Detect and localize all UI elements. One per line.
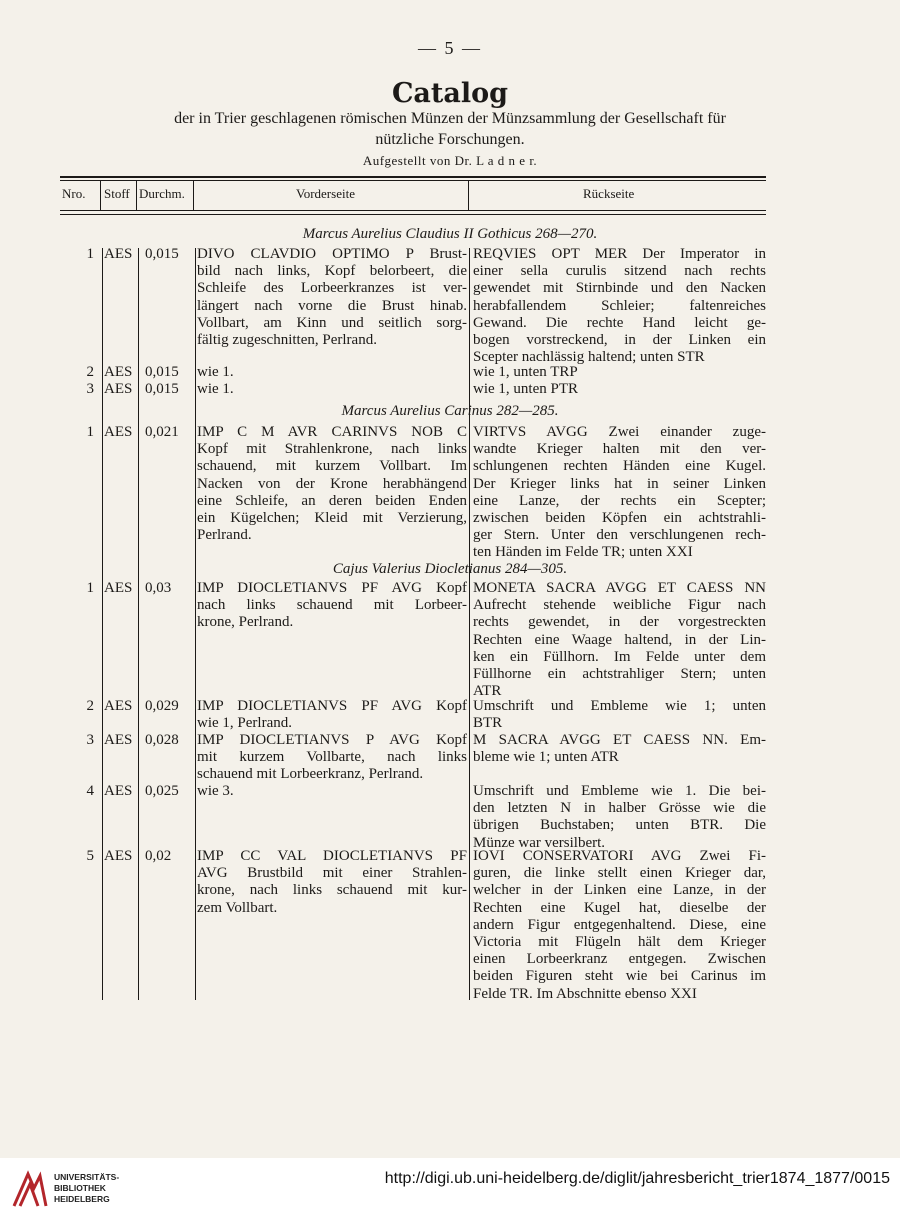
column-header-nro: Nro. <box>62 186 86 201</box>
text-line: wie 1, Perlrand. <box>197 715 292 732</box>
text-line: bleme wie 1; unten ATR <box>473 749 619 766</box>
header-divider <box>193 181 194 210</box>
column-divider-vorderseite <box>469 248 470 1000</box>
entry-material: AES <box>104 580 133 596</box>
entry-number: 3 <box>86 732 94 748</box>
entry-reverse <box>473 381 766 398</box>
text-line: Der Krieger links hat in seiner Linken <box>473 475 766 492</box>
entry-diameter: 0,02 <box>145 848 172 864</box>
text-line: wie 3. <box>197 783 234 799</box>
page-title: Catalog <box>391 78 509 109</box>
text-line: zwischen beiden Köpfen ein achtstrahli- <box>473 510 766 527</box>
text-line: längert nach vorne die Brust hinab. <box>197 297 467 314</box>
text-line: eine Schleife, an deren beiden Enden <box>197 492 467 509</box>
text-line: Nacken von der Krone herabhängend <box>197 475 467 492</box>
entry-material: AES <box>104 381 133 397</box>
entry-obverse <box>197 848 467 917</box>
text-line: einer sella curulis sitzend nach rechts <box>473 263 766 280</box>
entry-diameter: 0,03 <box>145 580 172 596</box>
entry-material: AES <box>104 848 133 864</box>
text-line: M SACRA AVGG ET CAESS NN. Em- <box>473 732 766 748</box>
header-top-rule-thin <box>60 180 766 181</box>
text-line: Rechten eine Waage haltend, in der Lin- <box>473 631 766 648</box>
text-line: Umschrift und Embleme wie 1. Die bei- <box>473 783 766 799</box>
entry-diameter: 0,028 <box>145 732 179 748</box>
text-line: ein Kügelchen; Kleid mit Verzierung, <box>197 510 467 527</box>
text-line: nach links schauend mit Lorbeer- <box>197 597 467 614</box>
entry-material: AES <box>104 364 133 380</box>
text-line: Victoria mit Flügeln hält dem Krieger <box>473 934 766 951</box>
entry-obverse <box>197 580 467 632</box>
entry-reverse <box>473 698 766 732</box>
entry-diameter: 0,025 <box>145 783 179 799</box>
column-header-rueckseite: Rückseite <box>583 186 635 201</box>
entry-number: 2 <box>86 698 94 714</box>
text-line: Münze war versilbert. <box>473 834 606 851</box>
text-line: zem Vollbart. <box>197 899 278 916</box>
entry-reverse <box>473 246 766 366</box>
entry-number: 3 <box>86 381 94 397</box>
text-line: herabfallendem Schleier; faltenreiches <box>473 297 766 314</box>
text-line: rechts gewendet, in der vorgestreckten <box>473 614 766 631</box>
text-line: schauend mit Lorbeerkranz, Perlrand. <box>197 766 424 783</box>
section-heading: Cajus Valerius Diocletianus 284—305. <box>332 561 568 577</box>
section-heading: Marcus Aurelius Claudius II Gothicus 268—270. <box>302 226 598 242</box>
text-line: Gewand. Die rechte Hand leicht ge- <box>473 314 766 331</box>
page-number: — 5 — <box>418 38 482 58</box>
text-line: IOVI CONSERVATORI AVG Zwei Fi- <box>473 848 766 864</box>
text-line: Kopf mit Strahlenkrone, nach links <box>197 441 467 458</box>
text-line: Rechten eine Kugel hat, dieselbe der <box>473 899 766 916</box>
text-line: MONETA SACRA AVGG ET CAESS NN <box>473 580 766 596</box>
entry-obverse <box>197 381 467 398</box>
header-divider <box>468 181 469 210</box>
entry-obverse <box>197 246 467 349</box>
entry-material: AES <box>104 783 133 799</box>
text-line: eine Lanze, der rechts ein Scepter; <box>473 492 766 509</box>
footer-bar <box>0 1158 900 1223</box>
library-name-line: UNIVERSITÄTS- <box>54 1172 120 1182</box>
text-line: Perlrand. <box>197 527 252 544</box>
text-line: wie 1. <box>197 364 234 380</box>
column-header-stoff: Stoff <box>104 186 130 201</box>
entry-material: AES <box>104 698 133 714</box>
entry-material: AES <box>104 424 133 440</box>
entry-number: 1 <box>86 246 94 262</box>
text-line: Aufrecht stehende weibliche Figur nach <box>473 597 766 614</box>
library-name <box>54 1172 119 1205</box>
text-line: schauend, mit kurzem Vollbart. Im <box>197 458 467 475</box>
entry-diameter: 0,029 <box>145 698 179 714</box>
subtitle-line-2: nützliche Forschungen. <box>375 131 525 148</box>
text-line: Füllhorne ein achtstrahliger Stern; unten <box>473 666 766 683</box>
column-divider-stoff <box>138 248 139 1000</box>
text-line: BTR <box>473 715 503 732</box>
entry-obverse <box>197 698 467 732</box>
university-library-logo-icon <box>10 1166 50 1214</box>
text-line: Felde TR. Im Abschnitte ebenso XXI <box>473 985 697 1002</box>
entry-number: 4 <box>86 783 94 799</box>
entry-obverse <box>197 732 467 784</box>
entry-diameter: 0,015 <box>145 246 179 262</box>
text-line: IMP C M AVR CARINVS NOB C <box>197 424 467 440</box>
entry-obverse <box>197 783 467 800</box>
entry-diameter: 0,015 <box>145 381 179 397</box>
entry-reverse <box>473 732 766 766</box>
entry-number: 5 <box>86 848 94 864</box>
text-line: schlungenen rechten Händen eine Kugel. <box>473 458 766 475</box>
text-line: Scepter nachlässig haltend; unten STR <box>473 349 705 366</box>
header-divider <box>136 181 137 210</box>
text-line: ger Stern. Unter den verschlungenen rech- <box>473 527 766 544</box>
entry-diameter: 0,021 <box>145 424 179 440</box>
text-line: krone, Perlrand. <box>197 614 294 631</box>
entry-number: 1 <box>86 424 94 440</box>
entry-number: 2 <box>86 364 94 380</box>
text-line: Schleife des Lorbeerkranzes ist ver- <box>197 280 467 297</box>
entry-material: AES <box>104 246 133 262</box>
text-line: den letzten N in halber Grösse wie die <box>473 800 766 817</box>
entry-obverse <box>197 424 467 544</box>
text-line: beiden Figuren steht wie bei Carinus im <box>473 968 766 985</box>
text-line: wie 1, unten TRP <box>473 364 578 380</box>
header-divider <box>100 181 101 210</box>
section-heading: Marcus Aurelius Carinus 282—285. <box>341 403 559 419</box>
text-line: einen Lorbeerkranz entgegen. Zwischen <box>473 951 766 968</box>
library-name-line: BIBLIOTHEK <box>54 1183 106 1193</box>
text-line: welcher in der Linken eine Lanze, in der <box>473 882 766 899</box>
text-line: krone, nach links schauend mit kur- <box>197 882 467 899</box>
text-line: IMP DIOCLETIANVS PF AVG Kopf <box>197 698 467 714</box>
column-header-durchm: Durchm. <box>139 186 185 201</box>
text-line: guren, die linke stellt einen Krieger dar, <box>473 865 766 882</box>
library-name-line: HEIDELBERG <box>54 1194 110 1204</box>
compiled-by: Aufgestellt von Dr. L a d n e r. <box>362 153 538 168</box>
header-bottom-rule-2 <box>60 214 766 215</box>
text-line: bild nach links, Kopf belorbeert, die <box>197 263 467 280</box>
text-line: andern Figur entgegenhaltend. Diese, eine <box>473 916 766 933</box>
entry-reverse <box>473 364 766 381</box>
entry-diameter: 0,015 <box>145 364 179 380</box>
column-divider-nro <box>102 248 103 1000</box>
text-line: bogen vorstreckend, in der Linken ein <box>473 332 766 349</box>
header-top-rule-thick <box>60 176 766 178</box>
text-line: wie 1. <box>197 381 234 397</box>
text-line: ATR <box>473 683 502 700</box>
entry-number: 1 <box>86 580 94 596</box>
entry-reverse <box>473 424 766 562</box>
text-line: IMP DIOCLETIANVS PF AVG Kopf <box>197 580 467 596</box>
entry-reverse <box>473 848 766 1003</box>
entry-material: AES <box>104 732 133 748</box>
text-line: fältig zugeschnitten, Perlrand. <box>197 332 377 349</box>
header-bottom-rule <box>60 210 766 211</box>
source-url-link[interactable]: http://digi.ub.uni-heidelberg.de/diglit/jahresbericht_trier1874_1877/0015 <box>384 1170 890 1187</box>
text-line: Vollbart, am Kinn und seitlich sorg- <box>197 314 467 331</box>
text-line: Umschrift und Embleme wie 1; unten <box>473 698 766 714</box>
text-line: AVG Brustbild mit einer Strahlen- <box>197 865 467 882</box>
column-header-vorderseite: Vorderseite <box>296 186 355 201</box>
text-line: DIVO CLAVDIO OPTIMO P Brust- <box>197 246 467 262</box>
text-line: gewendet mit Stirnbinde und den Nacken <box>473 280 766 297</box>
text-line: mit kurzem Vollbarte, nach links <box>197 749 467 766</box>
entry-reverse <box>473 783 766 852</box>
subtitle-line-1: der in Trier geschlagenen römischen Münzen der Münzsammlung der Gesellschaft für <box>174 110 726 127</box>
text-line: wie 1, unten PTR <box>473 381 578 397</box>
text-line: wandte Krieger halten mit den ver- <box>473 441 766 458</box>
entry-obverse <box>197 364 467 381</box>
text-line: übrigen Buchstaben; unten BTR. Die <box>473 817 766 834</box>
text-line: ten Händen im Felde TR; unten XXI <box>473 544 693 561</box>
entry-reverse <box>473 580 766 700</box>
text-line: IMP CC VAL DIOCLETIANVS PF <box>197 848 467 864</box>
text-line: IMP DIOCLETIANVS P AVG Kopf <box>197 732 467 748</box>
text-line: VIRTVS AVGG Zwei einander zuge- <box>473 424 766 440</box>
text-line: REQVIES OPT MER Der Imperator in <box>473 246 766 262</box>
column-divider-durchm <box>195 248 196 1000</box>
text-line: ken ein Füllhorn. Im Felde unter dem <box>473 648 766 665</box>
